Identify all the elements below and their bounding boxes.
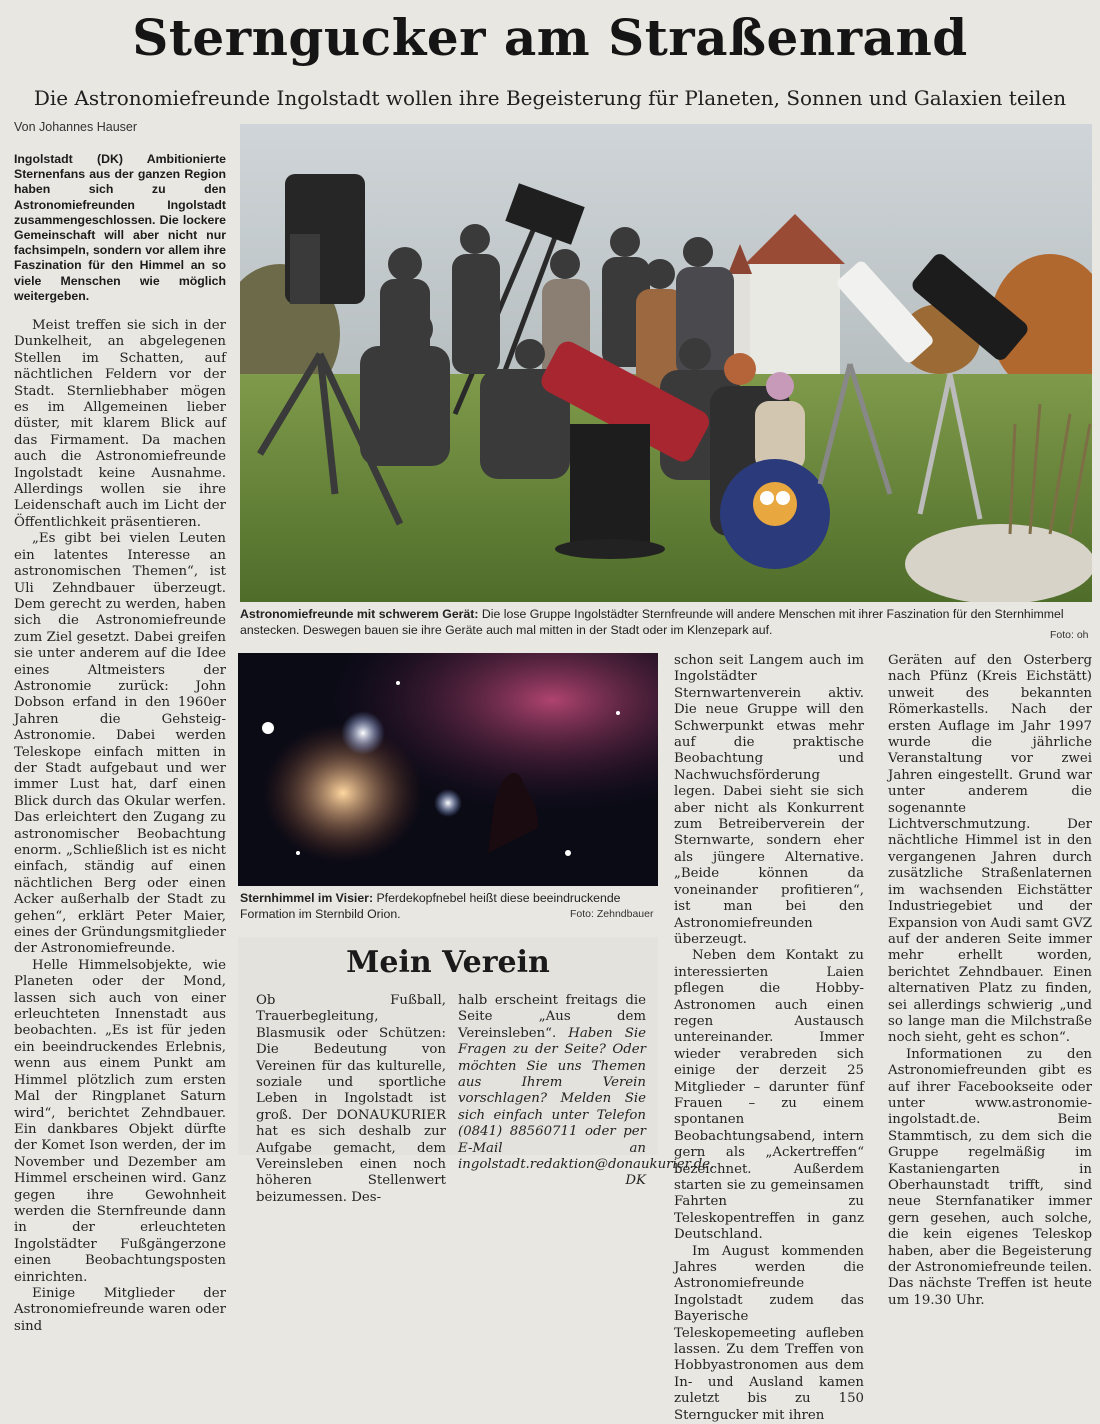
nebula-photo [238, 653, 658, 886]
headline: Sterngucker am Straßenrand [132, 8, 968, 67]
lead-paragraph: Ingolstadt (DK) Ambitionierte Sternenfans aus der ganzen Region haben sich zu den Astronomiefreunden Ingolstadt zusammengeschlossen. Die lockere Gemeinschaft will aber nicht nur fachsimpeln, sondern vor allem ihre Faszination für den Himmel an so viele Menschen wie möglich weitergeben. [14, 152, 226, 303]
nebula-caption-bold: Sternhimmel im Visier: [240, 891, 374, 905]
photo-caption [240, 607, 1092, 638]
mein-verein-box [238, 937, 715, 1205]
col3-paragraph-3: Im August kommenden Jahres werden die Astronomiefreunde Ingolstadt zudem das Bayerische Teleskopemeeting aufleben lassen. Zu dem Treffen von Hobbyastronomen aus dem In- und Ausland kamen zuletzt bis zu 150 Sterngucker mit ihren [674, 1243, 864, 1423]
byline: Von Johannes Hauser [14, 120, 138, 134]
mein-verein-title: Mein Verein [346, 945, 550, 980]
mein-verein-right-plain: halb erscheint freitags die Seite „Aus dem Vereinsleben“. [458, 993, 646, 1041]
subheadline: Die Astronomiefreunde Ingolstadt wollen ihre Begeisterung für Planeten, Sonnen und Galaxien teilen [33, 86, 1067, 110]
col1-paragraph-3: Helle Himmelsobjekte, wie Planeten oder der Mond, lassen sich auch von einer erleuchteten Innenstadt aus beobachten. „Es ist für jeden ein beeindruckendes Erlebnis, wenn aus einem Punkt am Himmel plötzlich zum ersten Mal der Ringplanet Saturn wird“, berichtet Zehndbauer. Ein dankbares Objekt dürfte der Komet Ison werden, der im November und Dezember am Himmel erscheinen wird. Ganz gegen ihre Gewohnheit werden die Sternfreunde dann in der erleuchteten Ingolstädter Fußgängerzone einen Beobachtungsposten einrichten. [14, 957, 226, 1285]
col4-paragraph-1: Geräten auf den Osterberg nach Pfünz (Kreis Eichstätt) unweit des bekannten Römerkastells. Nach der ersten Auflage im Jahr 1997 wurde die jährliche Veranstaltung vor zwei Jahren eingestellt. Grund war unter anderem die sogenannte Lichtverschmutzung. Der nächtliche Himmel ist in den vergangenen Jahren durch zusätzliche Straßenlaternen im wachsenden Eichstätter Industriegebiet und der Expansion von Audi samt GVZ auf der anderen Seite immer mehr erhellt worden, berichtet Zehndbauer. Einen alternativen Platz zu finden, sei allerdings schwierig „und so lange man die Milchstraße noch sieht, geht es schon“. [888, 653, 1092, 1046]
col1-paragraph-1: Meist treffen sie sich in der Dunkelheit, an abgelegenen Stellen im Schatten, auf nächtlichen Feldern vor der Stadt. Sternliebhaber mögen es im Allgemeinen lieber düster, mit klarem Blick auf das Firmament. Da machen auch die Astronomiefreunde Ingolstadt keine Ausnahme. Allerdings wollen sie ihre Leidenschaft auch im Licht der Öffentlichkeit präsentieren. [14, 318, 226, 530]
photo-caption-text: Die lose Gruppe Ingolstädter Sternfreunde will andere Menschen mit ihrer Faszination für den Sternhimmel anstecken. Deswegen bauen sie ihre Geräte auch mal mitten in der Stadt oder im Klenzepark auf. [240, 607, 1064, 637]
photo-caption-bold: Astronomiefreunde mit schwerem Gerät: [240, 607, 479, 621]
nebula-credit: Foto: Zehndbauer [570, 908, 654, 920]
nebula-caption-text: Pferdekopfnebel heißt diese beeindruckende Formation im Sternbild Orion. [240, 891, 621, 921]
col3-paragraph-2: Neben dem Kontakt zu interessierten Laien pflegen die Hobby-Astronomen auch einen regen Austausch untereinander. Immer wieder verabreden sich einige der derzeit 25 Mitglieder – darunter fünf Frauen – zu einem spontanen Beobachtungsabend, intern gern als „Ackertreffen“ bezeichnet. Außerdem starten sie zu gemeinsamen Fahrten zu Teleskopentreffen in ganz Deutschland. [674, 948, 864, 1243]
nebula-illustration [238, 653, 658, 886]
col1-paragraph-2: „Es gibt bei vielen Leuten ein latentes Interesse an astronomischen Themen“, ist Uli Zehndbauer überzeugt. Dem gerecht zu werden, haben sich die Astronomiefreunde zum Ziel gesetzt. Dabei greifen sie unter anderem auf die Idee eines Altmeisters der Astronomie zurück: John Dobson erfand in den 1960er Jahren die Gehsteig-Astronomie. Dabei werden Teleskope einfach mitten in der Stadt aufgebaut und wer immer Lust hat, darf einen Blick durch das Okular werfen. Das erleichtert den Zugang zu astronomischer Beobachtung enorm. „Schließlich ist es nicht einfach, ständig auf einen nächtlichen Berg oder einen Acker außerhalb der Stadt zu gehen“, erklärt Peter Maier, eines der Gründungsmitglieder der Astronomiefreunde. [14, 531, 226, 957]
mein-verein-right-italic: Haben Sie Fragen zu der Seite? Oder möchten Sie uns Themen aus Ihrem Verein vorschlagen? Melden Sie sich einfach unter Telefon (0841) 88560711 oder per E-Mail an ingolstadt.redaktion@donaukurier.de. [458, 1025, 715, 1173]
group-photo [240, 124, 1092, 602]
mein-verein-right [458, 993, 715, 1190]
column-3 [674, 653, 864, 1424]
col4-paragraph-2: Informationen zu den Astronomiefreunden gibt es auf ihrer Facebookseite oder unter www.astronomie-ingolstadt.de. Beim Stammtisch, zu dem sich die Gruppe regelmäßig im Kastaniengarten in Oberhaunstadt trifft, sind neue Sternfanatiker immer gern gesehen, auch solche, die kein eigenes Teleskop haben, aber die Begeisterung der Astronomiefreunde teilen. Das nächste Treffen ist heute um 19.30 Uhr. [888, 1046, 1092, 1308]
col3-paragraph-1: schon seit Langem auch im Ingolstädter Sternwartenverein aktiv. Die neue Gruppe will den Schwerpunkt etwas mehr auf die praktische Beobachtung und Nachwuchsförderung legen. Dabei sieht sie sich aber nicht als Konkurrent zum Betreiberverein der Sternwarte, sondern eher als jüngere Alternative. „Beide können da voneinander profitieren“, ist man bei den Astronomiefreunden überzeugt. [674, 653, 864, 947]
mein-verein-left: Ob Fußball, Trauerbegleitung, Blasmusik oder Schützen: Die Bedeutung von Vereinen für das kulturelle, soziale und sportliche Leben in Ingolstadt ist groß. Der DONAUKURIER hat es sich deshalb zur Aufgabe gemacht, dem Vereinsleben einen noch höheren Stellenwert beizumessen. Des- [256, 993, 446, 1205]
group-photo-illustration [240, 124, 1092, 602]
column-1 [14, 318, 226, 1335]
col1-paragraph-4: Einige Mitglieder der Astronomiefreunde waren oder sind [14, 1285, 226, 1334]
mein-verein-signature: DK [625, 1173, 646, 1189]
column-4 [888, 653, 1092, 1309]
photo-credit: Foto: oh [1050, 629, 1089, 641]
